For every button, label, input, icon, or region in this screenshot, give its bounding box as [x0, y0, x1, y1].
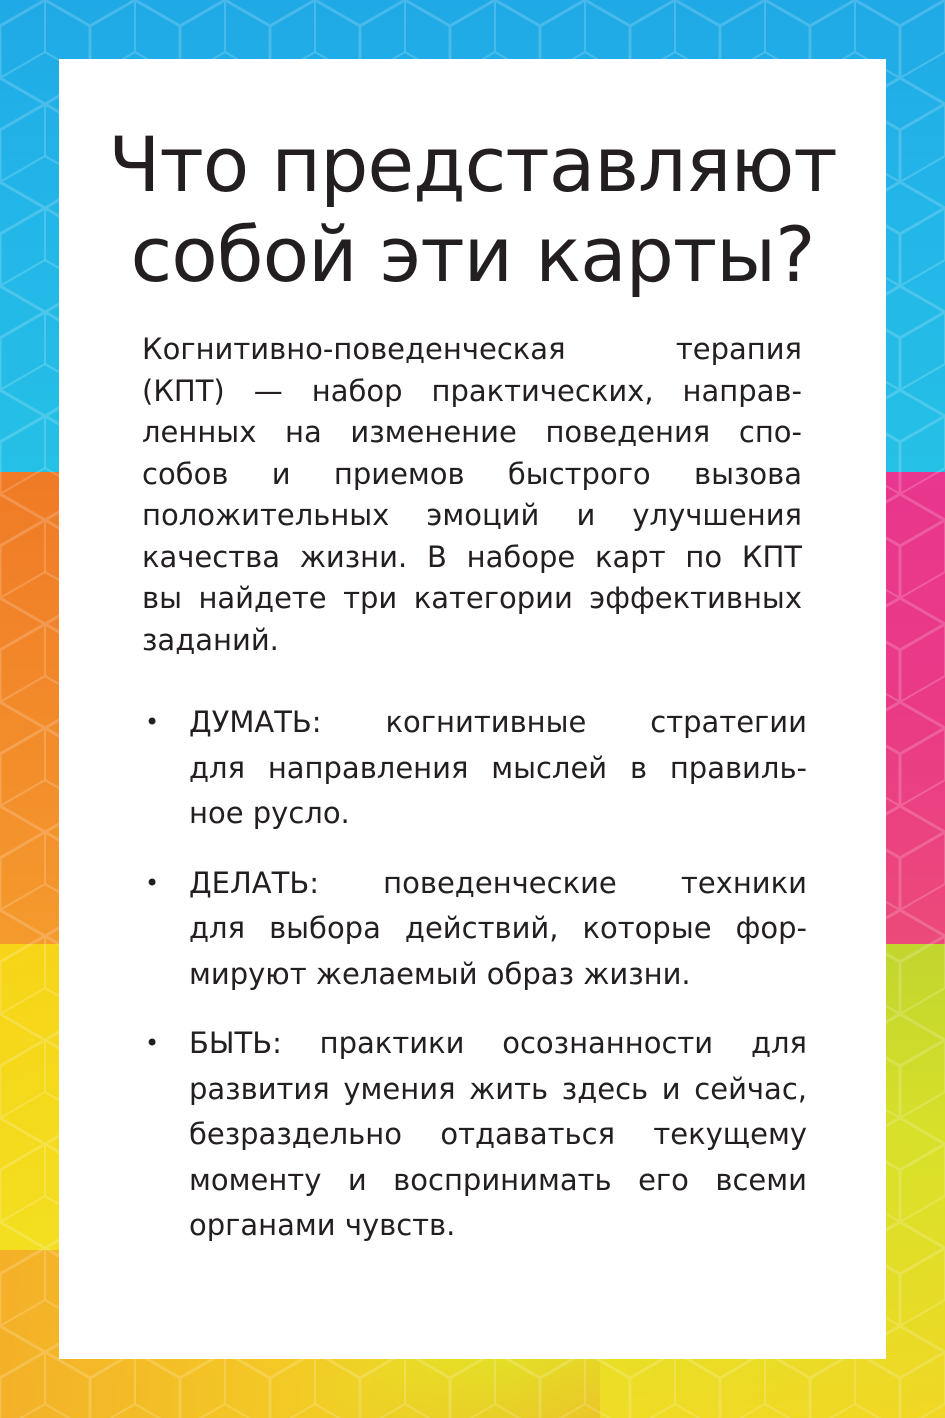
list-item-line: БЫТЬ: практики осознанности для [189, 1026, 807, 1060]
bullet-icon: • [145, 708, 160, 736]
category-list [142, 700, 807, 1273]
intro-line: заданий. [142, 622, 279, 657]
bullet-icon: • [145, 868, 160, 897]
intro-line: качества жизни. В наборе карт по КПТ [142, 539, 802, 574]
list-item-line: безраздельно отдаваться текущему [189, 1117, 807, 1151]
intro-paragraph [142, 329, 802, 661]
list-item-line: для направления мыслей в правиль- [189, 750, 807, 785]
intro-line: собов и приемов быстрого вызова [142, 456, 802, 491]
intro-line: (КПТ) — набор практических, направ- [142, 373, 802, 408]
title-line-2: собой эти карты? [130, 210, 815, 299]
list-item-line: развития умения жить здесь и сейчас, [189, 1071, 807, 1106]
bullet-icon: • [145, 1029, 160, 1057]
list-item-line: ДЕЛАТЬ: поведенческие техники [189, 865, 807, 900]
intro-line: положительных эмоций и улучшения [142, 498, 802, 532]
list-item-line: для выбора действий, которые фор- [189, 911, 807, 945]
list-item-line: органами чувств. [189, 1208, 456, 1242]
page-title [0, 120, 945, 300]
list-item-be [142, 1021, 807, 1249]
list-item-line: моменту и воспринимать его всеми [189, 1162, 807, 1197]
intro-line: вы найдете три категории эффективных [142, 581, 802, 615]
list-item-line: ДУМАТЬ: когнитивные стратегии [189, 705, 807, 739]
list-item-line: мируют желаемый образ жизни. [189, 956, 691, 991]
list-item-think [142, 700, 807, 837]
intro-line: Когнитивно-поведенческая терапия [142, 332, 802, 366]
list-item-do [142, 861, 807, 998]
intro-line: ленных на изменение поведения спо- [142, 415, 802, 449]
title-line-1: Что представляют [108, 120, 837, 209]
list-item-line: ное русло. [189, 796, 350, 830]
